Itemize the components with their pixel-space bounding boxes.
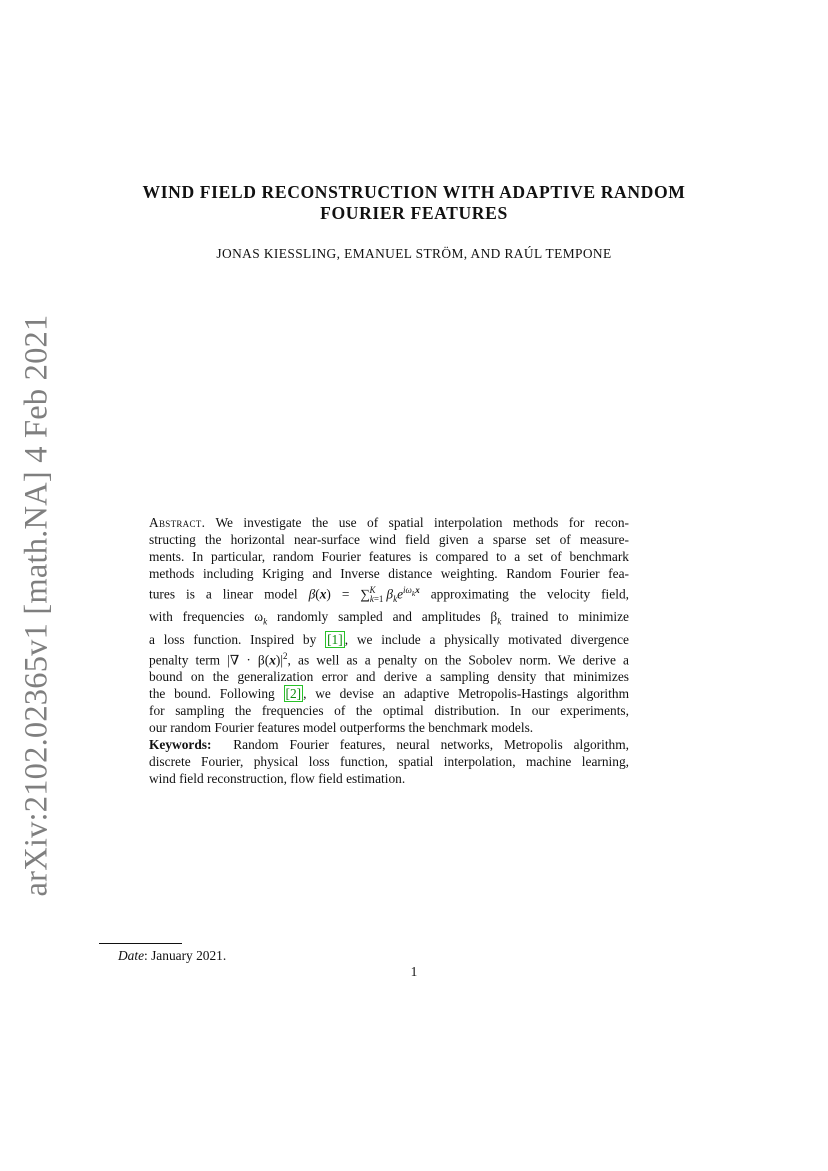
abstract-text: the bound. Following — [149, 686, 275, 702]
abstract — [149, 514, 629, 736]
abstract-text: , we devise an adaptive Metropolis-Hastings algorithm — [303, 686, 629, 702]
abstract-text: , as well as a penalty on the Sobolev norm. We derive a — [287, 652, 629, 668]
abstract-text: trained to minimize — [511, 609, 629, 625]
abstract-heading: Abstract. — [149, 515, 206, 530]
abstract-text: penalty term |∇ · β( — [149, 652, 270, 668]
footnote-rule — [99, 943, 182, 944]
abstract-line-12: our random Fourier features model outperforms the benchmark models. — [149, 720, 534, 736]
abstract-line-8: penalty term |∇ · $\beta(x)|^2$, as well as a penalty on the Sobolev norm. We derive a — [149, 650, 629, 668]
abstract-line-11: for sampling the frequencies of the optimal distribution. In our experiments, — [149, 703, 629, 719]
abstract-text: )| — [275, 652, 284, 668]
abstract-line-4: methods including Kriging and Inverse distance weighting. Random Fourier fea- — [149, 566, 629, 581]
abstract-text: , we include a physically motivated divergence — [344, 631, 629, 647]
date-footnote — [118, 948, 226, 964]
title-line-2: FOURIER FEATURES — [320, 203, 508, 223]
paper-title — [0, 182, 828, 224]
abstract-line-3: ments. In particular, random Fourier features is compared to a set of benchmark — [149, 549, 629, 564]
arxiv-identifier-stamp — [4, 314, 70, 896]
title-line-1: WIND FIELD RECONSTRUCTION WITH ADAPTIVE RANDOM — [142, 182, 686, 202]
abstract-line-2: structing the horizontal near-surface wind field given a sparse set of measure- — [149, 532, 629, 547]
citation-link-2[interactable]: [2] — [285, 686, 302, 702]
keywords-line-1 — [149, 736, 629, 753]
page-number: 1 — [410, 964, 418, 979]
abstract-text: with frequencies ω — [149, 609, 264, 625]
abstract-line-6: with frequencies $\omega_k$ randomly sampled and amplitudes $\beta_k$ trained to minimize — [149, 609, 629, 627]
keywords-line-3: wind field reconstruction, flow field estimation. — [149, 771, 406, 786]
abstract-line-7 — [149, 631, 629, 648]
keywords-heading: Keywords: — [149, 737, 212, 752]
abstract-text: approximating the velocity field, — [430, 586, 629, 602]
keywords-text: Random Fourier features, neural networks, Metropolis algorithm, — [233, 737, 629, 752]
keywords-line-2: discrete Fourier, physical loss function, spatial interpolation, machine learning, — [149, 754, 629, 769]
abstract-line-5: tures is a linear model $\beta(x) = \sum_{k=1}^K$ $\beta_ke^{i\omega_kx}$ approximating the velocity field, — [149, 585, 629, 605]
footnote-label: Date — [118, 948, 145, 963]
author-list: JONAS KIESSLING, EMANUEL STRÖM, AND RAÚL TEMPONE — [216, 246, 612, 261]
abstract-text: randomly sampled and amplitudes β — [276, 609, 498, 625]
keywords — [149, 736, 629, 787]
arxiv-identifier-text: arXiv:2102.02365v1 [math.NA] 4 Feb 2021 — [18, 314, 55, 896]
abstract-text: We investigate the use of spatial interpolation methods for recon- — [215, 515, 629, 530]
abstract-line-9: bound on the generalization error and derive a sampling density that minimizes — [149, 669, 629, 685]
abstract-text: a loss function. Inspired by — [149, 631, 317, 647]
footnote-text: : January 2021. — [144, 948, 227, 963]
abstract-line-10 — [149, 685, 629, 702]
abstract-line-1 — [149, 514, 629, 531]
abstract-text: tures is a linear model — [149, 586, 298, 602]
citation-link-1[interactable]: [1] — [327, 631, 343, 647]
